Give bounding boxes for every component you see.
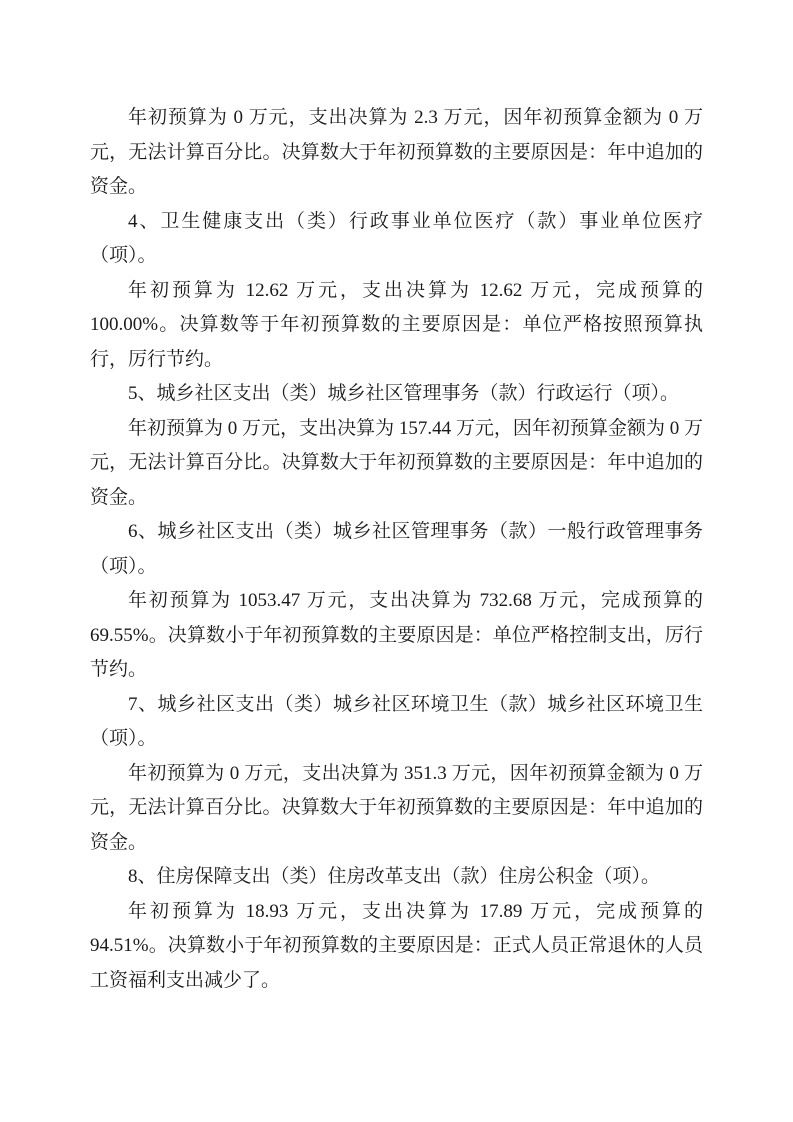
item-8-explanation: 年初预算为 18.93 万元，支出决算为 17.89 万元，完成预算的 94.51%。决算数小于年初预算数的主要原因是：正式人员正常退休的人员工资福利支出减少了。 (90, 900, 703, 991)
item-5-heading: 5、城乡社区支出（类）城乡社区管理事务（款）行政运行（项）。 (128, 383, 680, 404)
document-body (90, 101, 703, 998)
item-8-heading: 8、住房保障支出（类）住房改革支出（款）住房公积金（项）。 (128, 866, 661, 887)
item-7-heading: 7、城乡社区支出（类）城乡社区环境卫生（款）城乡社区环境卫生（项）。 (90, 693, 703, 749)
continued-explanation-paragraph: 年初预算为 0 万元，支出决算为 2.3 万元，因年初预算金额为 0 万元，无法计算百分比。决算数大于年初预算数的主要原因是：年中追加的资金。 (90, 107, 703, 197)
item-6-heading: 6、城乡社区支出（类）城乡社区管理事务（款）一般行政管理事务（项）。 (90, 521, 703, 577)
item-6-explanation: 年初预算为 1053.47 万元，支出决算为 732.68 万元，完成预算的 69.55%。决算数小于年初预算数的主要原因是：单位严格控制支出，厉行节约。 (90, 590, 703, 680)
item-4-explanation: 年初预算为 12.62 万元，支出决算为 12.62 万元，完成预算的 100.00%。决算数等于年初预算数的主要原因是：单位严格按照预算执行，厉行节约。 (90, 279, 703, 370)
item-4-heading: 4、卫生健康支出（类）行政事业单位医疗（款）事业单位医疗（项）。 (90, 210, 703, 266)
item-5-explanation: 年初预算为 0 万元，支出决算为 157.44 万元，因年初预算金额为 0 万元，无法计算百分比。决算数大于年初预算数的主要原因是：年中追加的资金。 (90, 417, 703, 508)
item-7-explanation: 年初预算为 0 万元，支出决算为 351.3 万元，因年初预算金额为 0 万元，无法计算百分比。决算数大于年初预算数的主要原因是：年中追加的资金。 (90, 762, 703, 853)
